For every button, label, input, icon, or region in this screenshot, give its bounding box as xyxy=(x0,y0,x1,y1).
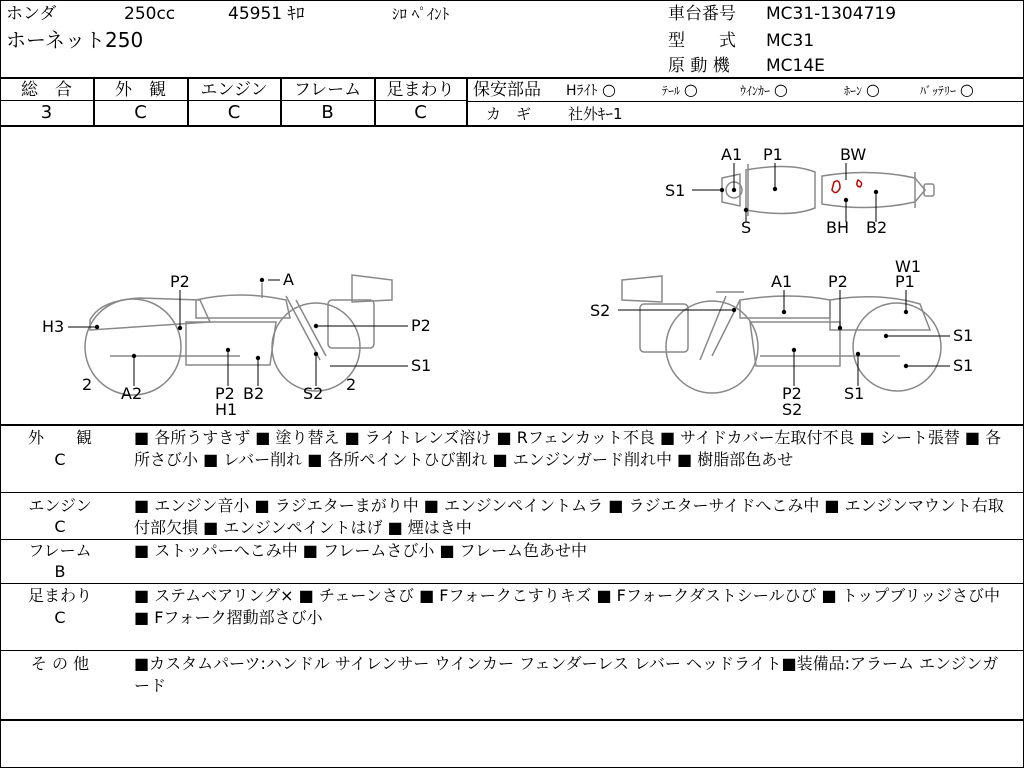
safety-item-mark: ○ xyxy=(773,80,788,99)
label-left-a: A xyxy=(283,270,294,289)
frame-number-label: 車台番号 xyxy=(668,4,736,24)
divider xyxy=(0,650,1024,651)
safety-horn xyxy=(844,80,880,101)
grade-value-frame: B xyxy=(321,102,334,123)
safety-item-label: ﾃｰﾙ xyxy=(662,84,681,98)
label-right-a1: A1 xyxy=(771,272,793,291)
label-top-bh: BH xyxy=(826,218,850,237)
label-left-b2: B2 xyxy=(243,384,265,403)
label-top-b2: B2 xyxy=(866,218,888,237)
safety-item-mark: ○ xyxy=(601,80,616,99)
divider xyxy=(0,492,1024,493)
section-frame-label: フレーム xyxy=(28,541,92,560)
label-right-p2-bottom: P2 xyxy=(782,384,802,403)
label-left-h1: H1 xyxy=(215,400,238,419)
frame-number-value: MC31-1304719 xyxy=(766,4,897,24)
grade-value-exterior: C xyxy=(134,102,147,123)
label-right-p1: P1 xyxy=(895,272,915,291)
label-left-p2-right: P2 xyxy=(411,316,431,335)
type-value: MC31 xyxy=(766,31,815,51)
grade-header-overall: 総 合 xyxy=(21,80,72,100)
grade-header-suspension: 足まわり xyxy=(386,80,455,100)
safety-taillight xyxy=(662,80,698,101)
grade-header-engine: エンジン xyxy=(200,80,268,100)
label-left-p2-bottom: P2 xyxy=(215,384,235,403)
section-engine-grade: C xyxy=(54,517,66,536)
label-left-p2-top: P2 xyxy=(170,272,190,291)
label-top-s1: S1 xyxy=(665,181,686,200)
color: ｼﾛ ﾍﾟｲﾝﾄ xyxy=(392,5,450,23)
label-right-s2-bottom: S2 xyxy=(782,400,803,419)
section-engine-label: エンジン xyxy=(28,496,92,515)
model-name: ホーネット250 xyxy=(6,28,144,52)
safety-headlight xyxy=(566,80,616,101)
section-frame-grade: B xyxy=(54,562,66,581)
safety-winker xyxy=(740,80,788,101)
section-suspension-text: ■ ステムベアリング× ■ チェーンさび ■ Fフォークこすりキズ ■ Fフォークダストシールひび ■ トップブリッジさび中 ■ Fフォーク摺動部さび小 xyxy=(134,586,1000,627)
section-exterior-label: 外 観 xyxy=(27,428,92,447)
top-view-outline xyxy=(722,164,934,216)
top-view-points xyxy=(720,187,878,212)
label-top-bw: BW xyxy=(840,145,867,164)
section-other-text: ■カスタムパーツ:ハンドル サイレンサー ウインカー フェンダーレス レバー ヘッドライト■装備品:アラーム エンジンガード xyxy=(134,654,999,695)
grade-value-suspension: C xyxy=(414,102,427,123)
label-left-s1: S1 xyxy=(411,356,432,375)
engine-model-label: 原 動 機 xyxy=(668,56,730,76)
label-right-p2-top: P2 xyxy=(828,272,848,291)
displacement: 250cc xyxy=(124,4,176,24)
grade-header-frame: フレーム xyxy=(293,80,362,100)
label-top-s: S xyxy=(741,218,752,237)
safety-item-mark: ○ xyxy=(683,80,698,99)
section-exterior-text: ■ 各所うすきず ■ 塗り替え ■ ライトレンズ溶け ■ Rフェンカット不良 ■ サイドカバー左取付不良 ■ シート張替 ■ 各所さび小 ■ レバー削れ ■ 各所ペイントひび割れ ■ エンジンガード削れ中 ■ 樹脂部色あせ xyxy=(134,428,1002,469)
label-top-p1: P1 xyxy=(763,145,783,164)
label-right-s1-bottom: S1 xyxy=(844,384,865,403)
divider xyxy=(0,583,1024,584)
section-engine-text: ■ エンジン音小 ■ ラジエターまがり中 ■ エンジンペイントムラ ■ ラジエターサイドへこみ中 ■ エンジンマウント右取付部欠損 ■ エンジンペイントはげ ■ 煙はき中 xyxy=(134,496,1004,537)
safety-item-label: ﾎｰﾝ xyxy=(844,84,863,98)
divider xyxy=(0,77,1024,79)
right-view-points xyxy=(732,308,908,368)
label-left-s2: S2 xyxy=(303,384,324,403)
label-right-s1-lower: S1 xyxy=(953,356,974,375)
safety-item-mark: ○ xyxy=(865,80,880,99)
key-label: カ ギ xyxy=(486,105,532,123)
type-label: 型 式 xyxy=(668,31,736,51)
safety-item-label: ﾊﾞｯﾃﾘｰ xyxy=(920,84,957,98)
safety-item-label: Hﾗｲﾄ xyxy=(566,83,598,99)
label-right-s2: S2 xyxy=(590,301,611,320)
label-left-a2: A2 xyxy=(121,384,143,403)
label-left-2b: 2 xyxy=(346,375,357,394)
grade-value-engine: C xyxy=(227,102,241,123)
divider xyxy=(466,101,1024,102)
grade-value-overall: 3 xyxy=(40,102,53,123)
motorcycle-damage-diagram xyxy=(0,126,1024,426)
label-left-2a: 2 xyxy=(82,375,93,394)
label-right-w1: W1 xyxy=(895,257,921,276)
section-suspension-label: 足まわり xyxy=(27,586,92,605)
section-suspension-grade: C xyxy=(54,608,66,627)
label-left-h3: H3 xyxy=(42,317,65,336)
safety-title: 保安部品 xyxy=(473,80,541,100)
divider xyxy=(0,424,1024,426)
divider xyxy=(0,100,466,101)
section-frame-text: ■ ストッパーへこみ中 ■ フレームさび小 ■ フレーム色あせ中 xyxy=(134,541,588,560)
mileage: 45951 ｷﾛ xyxy=(228,4,305,24)
label-right-s1-upper: S1 xyxy=(953,326,974,345)
top-view-damage-marks xyxy=(832,180,862,193)
safety-item-label: ｳｲﾝｶｰ xyxy=(740,84,771,98)
key-value: 社外ｷｰ1 xyxy=(568,105,623,123)
section-other-label: そ の 他 xyxy=(30,654,90,673)
right-view-outline xyxy=(622,276,941,393)
label-top-a1: A1 xyxy=(721,145,743,164)
left-view-points xyxy=(95,278,318,360)
maker-name: ホンダ xyxy=(6,4,57,24)
engine-model-value: MC14E xyxy=(766,56,825,76)
safety-item-mark: ○ xyxy=(959,80,974,99)
section-exterior-grade: C xyxy=(54,450,66,469)
grade-header-exterior: 外 観 xyxy=(115,80,166,100)
divider xyxy=(0,719,1024,721)
safety-battery xyxy=(920,80,974,101)
